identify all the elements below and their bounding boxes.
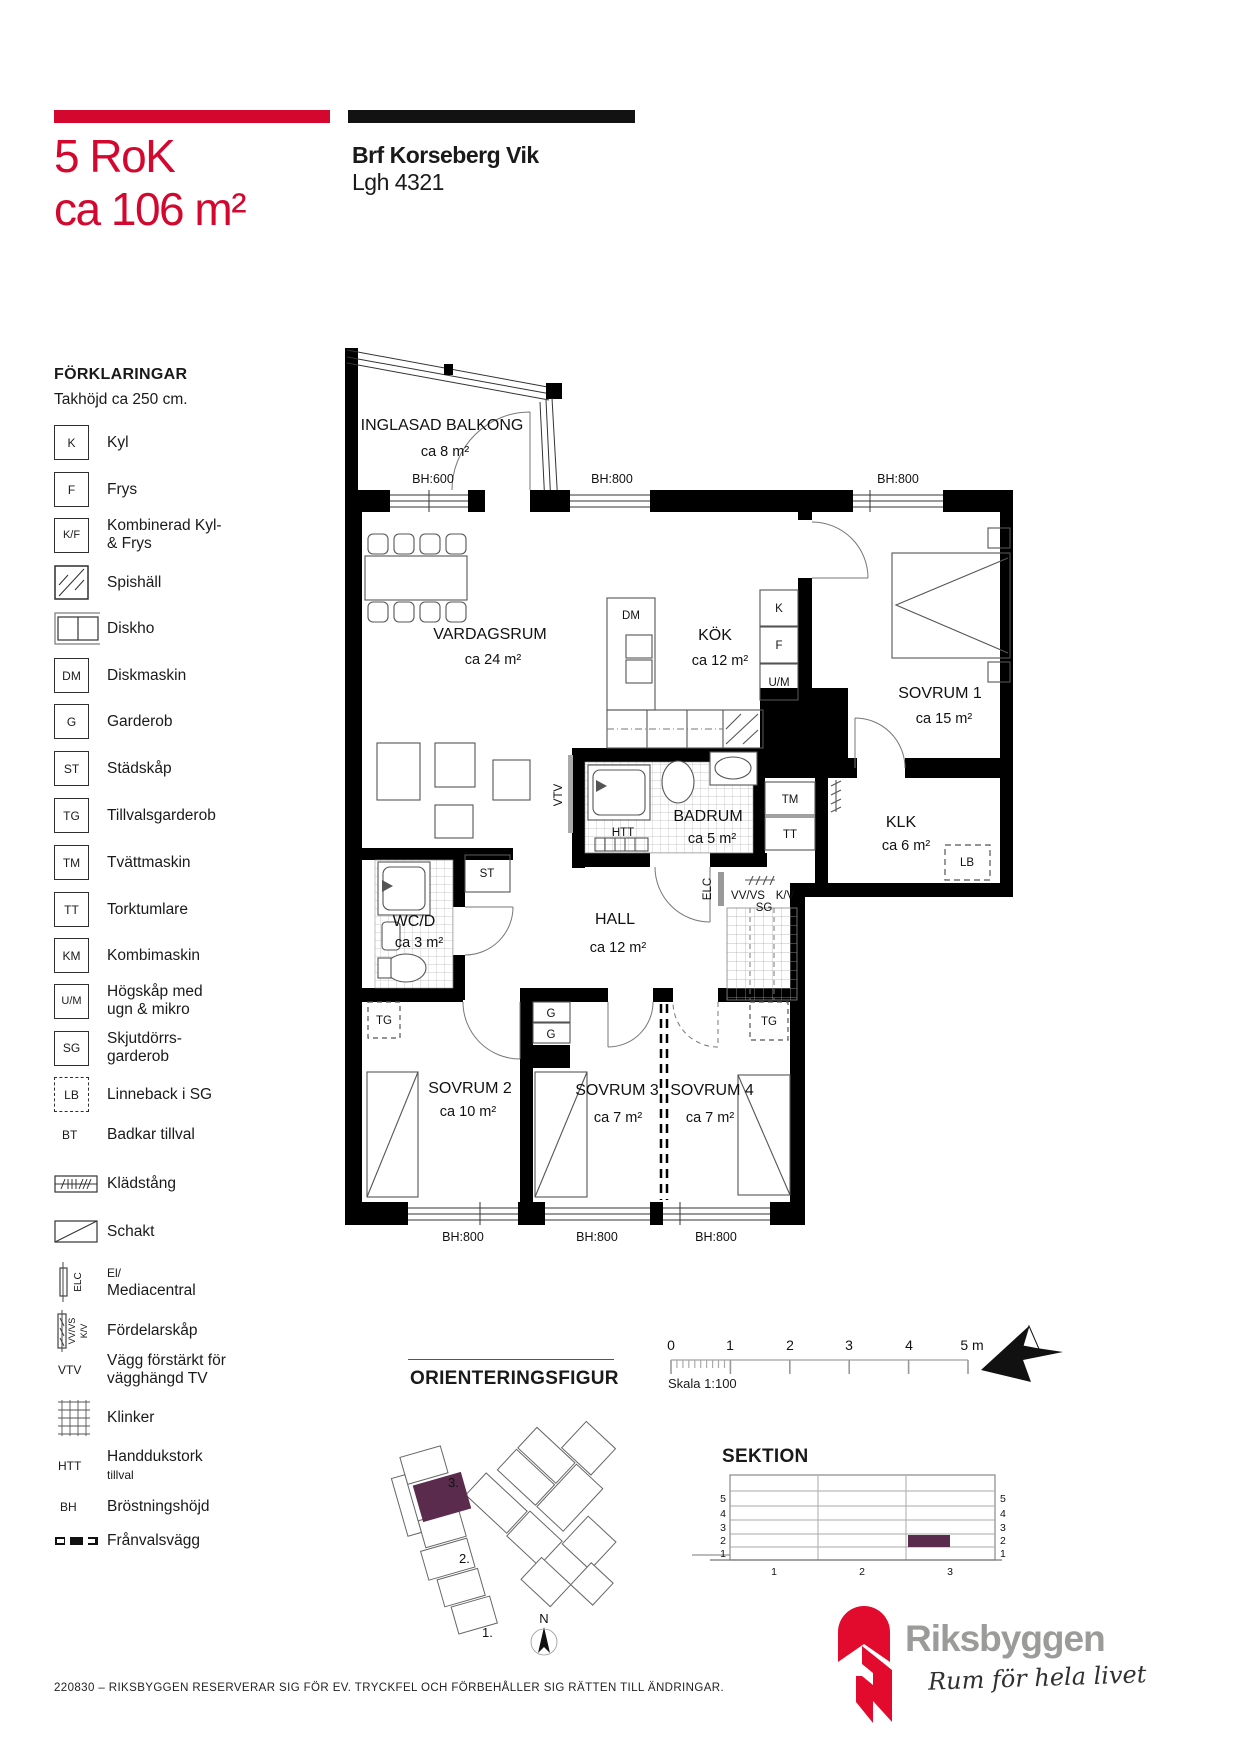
room-area-sovrum1: ca 15 m² xyxy=(915,711,973,727)
legend-item-um: U/M Högskåp med ugn & mikro xyxy=(54,983,203,1019)
legend-item-tt: TT Torktumlare xyxy=(54,892,188,927)
fixture-vtv: VTV xyxy=(553,783,565,807)
legend-item-kf: K/F Kombinerad Kyl- & Frys xyxy=(54,517,222,553)
legend-item-sg: SG Skjutdörrs- garderob xyxy=(54,1030,182,1066)
bh-label-bottom-3: BH:800 xyxy=(695,1230,737,1244)
media-central-icon xyxy=(54,1260,94,1304)
legend-subtitle: Takhöjd ca 250 cm. xyxy=(54,391,188,408)
legend-item-schakt: Schakt xyxy=(54,1219,154,1245)
room-area-wcd: ca 3 m² xyxy=(394,935,444,951)
shaft-icon xyxy=(54,1219,100,1245)
room-label-sovrum2: SOVRUM 2 xyxy=(428,1080,512,1097)
legend-item-franvalsvagg: Frånvalsvägg xyxy=(54,1532,200,1550)
fixture-sg: SG xyxy=(755,902,773,914)
kitchen-counter xyxy=(607,710,763,748)
oven-micro-icon: U/M xyxy=(54,984,89,1019)
washing-machine-icon: TM xyxy=(54,845,89,880)
bh-label-top-3: BH:800 xyxy=(877,472,919,486)
badrum-toilet xyxy=(662,761,694,803)
scale-tick-0: 0 xyxy=(667,1337,675,1353)
bh-label-top-1: BH:600 xyxy=(412,472,454,486)
section-col-3: 3 xyxy=(947,1566,953,1578)
orientation-title: ORIENTERINGSFIGUR xyxy=(410,1368,619,1389)
legend xyxy=(54,420,314,1560)
legend-item-spishall: Spishäll xyxy=(54,565,161,601)
project-block xyxy=(352,142,539,196)
scale-tick-4: 4 xyxy=(905,1337,913,1353)
room-label-klk: KLK xyxy=(885,814,917,831)
sink-icon xyxy=(54,610,100,647)
scale-tick-3: 3 xyxy=(845,1337,853,1353)
distribution-cabinet-icon xyxy=(54,1308,100,1354)
compass-needle-icon xyxy=(538,1627,550,1653)
wardrobe-icon: G xyxy=(54,704,89,739)
sovrum1-bed xyxy=(892,528,1010,682)
fixture-vvvs: VV/VS xyxy=(731,890,765,902)
wcd-toilet xyxy=(386,954,426,982)
room-area-sovrum2: ca 10 m² xyxy=(439,1104,497,1120)
section-row-4-right: 4 xyxy=(1000,1508,1006,1520)
floor-plan xyxy=(340,340,1020,1250)
legend-item-st: ST Städskåp xyxy=(54,751,172,786)
section-title: SEKTION xyxy=(722,1446,809,1467)
bh-label-top-2: BH:800 xyxy=(591,472,633,486)
tile-floor-icon xyxy=(54,1398,94,1438)
badrum-shower xyxy=(588,765,650,820)
separator-rule xyxy=(408,1359,614,1360)
room-label-kok: KÖK xyxy=(698,627,732,644)
hob-icon xyxy=(54,565,90,601)
fixture-tg2: TG xyxy=(761,1016,777,1028)
room-label-badrum: BADRUM xyxy=(673,808,743,825)
fixture-um: U/M xyxy=(768,677,790,689)
window-sovrum2 xyxy=(408,1202,518,1225)
legend-item-tm: TM Tvättmaskin xyxy=(54,845,191,880)
sovrum4-door-optional xyxy=(673,1002,718,1047)
room-area-sovrum3: ca 7 m² xyxy=(593,1110,643,1126)
window-sovrum3 xyxy=(545,1202,650,1225)
window-bh800-kok xyxy=(570,490,650,512)
fixture-st: ST xyxy=(479,868,495,880)
section-col-2: 2 xyxy=(859,1566,865,1578)
fridge-freezer-icon: K/F xyxy=(54,518,89,553)
building-label-2: 2. xyxy=(459,1551,470,1566)
svg-text:K/V: K/V xyxy=(79,1323,89,1339)
fridge-icon: K xyxy=(54,425,89,460)
section-row-2-right: 2 xyxy=(1000,1535,1006,1547)
klk-clothes-rail xyxy=(831,780,841,812)
room-area-vardagsrum: ca 24 m² xyxy=(464,652,522,668)
rooms-count: 5 RoK xyxy=(54,130,175,182)
scale-tick-1: 1 xyxy=(726,1337,734,1353)
legend-title: FÖRKLARINGAR xyxy=(54,366,188,383)
dryer-icon: TT xyxy=(54,892,89,927)
dining-table xyxy=(365,556,467,600)
legend-item-g: G Garderob xyxy=(54,704,172,739)
badrum-bathtub xyxy=(710,752,757,785)
section-row-3-right: 3 xyxy=(1000,1522,1006,1534)
svg-text:VV/VS: VV/VS xyxy=(67,1317,77,1345)
legend-item-vtv: VTV Vägg förstärkt för vägghängd TV xyxy=(58,1352,226,1387)
section-diagram xyxy=(690,1473,1020,1583)
towel-warmer-abbr: HTT xyxy=(58,1459,82,1473)
disclaimer-footer: 220830 – RIKSBYGGEN RESERVERAR SIG FÖR EV. TRYCKFEL OCH FÖRBEHÅLLER SIG RÄTTEN TILL ÄNDRINGAR. xyxy=(54,1682,725,1694)
legend-item-lb: LB Linneback i SG xyxy=(54,1077,212,1112)
apartment-type-title xyxy=(54,130,245,237)
scale-tick-5: 5 m xyxy=(960,1337,984,1353)
cleaning-cabinet-icon: ST xyxy=(54,751,89,786)
room-label-sovrum1: SOVRUM 1 xyxy=(898,685,982,702)
room-area-hall: ca 12 m² xyxy=(589,940,647,956)
legend-item-kladstang: Klädstång xyxy=(54,1173,176,1195)
tv-wall-abbr: VTV xyxy=(58,1363,82,1377)
legend-item-vvvs: VV/VS K/V Fördelarskåp xyxy=(54,1308,197,1354)
room-label-hall: HALL xyxy=(594,911,636,928)
room-label-vardagsrum: VARDAGSRUM xyxy=(433,626,547,643)
fixture-kv: K/V xyxy=(775,890,795,902)
red-accent-bar xyxy=(54,110,330,123)
scale-bar xyxy=(650,1330,990,1382)
room-label-wcd: WC/D xyxy=(392,913,436,930)
room-area-balkong: ca 8 m² xyxy=(420,444,470,460)
section-row-2-left: 2 xyxy=(720,1535,726,1547)
fixture-tt: TT xyxy=(782,829,798,841)
room-area-kok: ca 12 m² xyxy=(691,653,749,669)
section-row-5-left: 5 xyxy=(720,1493,726,1505)
fixture-g2: G xyxy=(546,1029,556,1041)
legend-item-bh: BH Bröstningshöjd xyxy=(60,1498,210,1515)
legend-item-tg: TG Tillvalsgarderob xyxy=(54,798,216,833)
hob-icon xyxy=(726,714,758,744)
dishwasher-icon: DM xyxy=(54,658,89,693)
linen-shelf-icon: LB xyxy=(54,1077,89,1112)
building-label-1: 1. xyxy=(482,1625,493,1640)
section-col-1: 1 xyxy=(771,1566,777,1578)
fixture-lb: LB xyxy=(959,857,975,869)
fixture-tm: TM xyxy=(781,794,799,806)
legend-item-km: KM Kombimaskin xyxy=(54,938,200,973)
optional-wall-icon xyxy=(54,1534,100,1548)
balcony-door-opening xyxy=(485,490,530,512)
sofa-group xyxy=(377,743,530,838)
legend-item-frys: F Frys xyxy=(54,472,137,507)
legend-item-dm: DM Diskmaskin xyxy=(54,658,186,693)
window-bh600 xyxy=(390,490,468,512)
window-sovrum4 xyxy=(663,1202,770,1225)
north-arrow-icon xyxy=(975,1318,1070,1390)
sill-height-abbr: BH xyxy=(60,1500,77,1514)
scale-label: Skala 1:100 xyxy=(668,1376,737,1391)
optional-wall-sovrum3-4 xyxy=(661,1004,667,1200)
logo-tagline: Rum för hela livet xyxy=(927,1660,1147,1696)
section-row-3-left: 3 xyxy=(720,1522,726,1534)
clothes-rail-icon xyxy=(54,1173,100,1195)
legend-item-bt: BT Badkar tillval xyxy=(62,1126,195,1143)
bh-label-bottom-1: BH:800 xyxy=(442,1230,484,1244)
sovrum3-door xyxy=(608,1002,653,1047)
sovrum2-door xyxy=(463,1002,520,1059)
section-highlight-floor xyxy=(908,1535,950,1547)
fixture-htt: HTT xyxy=(611,827,635,839)
scale-tick-2: 2 xyxy=(786,1337,794,1353)
room-label-balkong: INGLASAD BALKONG xyxy=(360,417,524,434)
legend-item-elc: ELC El/ Mediacentral xyxy=(54,1260,196,1304)
section-row-5-right: 5 xyxy=(1000,1493,1006,1505)
room-label-sovrum3: SOVRUM 3 xyxy=(575,1082,659,1099)
fixture-dm: DM xyxy=(622,610,640,622)
section-row-4-left: 4 xyxy=(720,1508,726,1520)
orientation-figure xyxy=(360,1395,670,1675)
optional-wardrobe-icon: TG xyxy=(54,798,89,833)
bh-label-bottom-2: BH:800 xyxy=(576,1230,618,1244)
fixture-elc: ELC xyxy=(702,877,714,901)
apartment-number: Lgh 4321 xyxy=(352,169,444,195)
section-row-1-left: 1 xyxy=(720,1548,726,1560)
fixture-k: K xyxy=(775,603,783,615)
north-label: N xyxy=(539,1611,549,1626)
room-label-sovrum4: SOVRUM 4 xyxy=(670,1082,754,1099)
elc-cabinet xyxy=(718,872,724,906)
window-bh800-sovrum1 xyxy=(853,490,943,512)
combi-machine-icon: KM xyxy=(54,938,89,973)
legend-item-diskho: Diskho xyxy=(54,610,154,647)
klk-door xyxy=(855,718,905,768)
apartment-area: ca 106 m² xyxy=(54,183,246,236)
building-label-3: 3. xyxy=(448,1475,459,1490)
fixture-tg1: TG xyxy=(376,1015,392,1027)
sliding-wardrobe-icon: SG xyxy=(54,1031,89,1066)
room-area-badrum: ca 5 m² xyxy=(687,831,737,847)
sovrum1-door xyxy=(812,522,868,578)
legend-item-klinker: Klinker xyxy=(54,1398,154,1438)
room-area-klk: ca 6 m² xyxy=(881,838,931,854)
bathtub-option-abbr: BT xyxy=(62,1128,78,1142)
room-area-sovrum4: ca 7 m² xyxy=(685,1110,735,1126)
svg-text:ELC: ELC xyxy=(73,1272,84,1292)
legend-item-htt: HTT Handdukstork tillval xyxy=(58,1448,203,1482)
section-row-1-right: 1 xyxy=(1000,1548,1006,1560)
logo-wordmark: Riksbyggen xyxy=(905,1618,1105,1659)
fixture-g1: G xyxy=(546,1008,556,1020)
riksbyggen-logo-icon xyxy=(832,1598,902,1726)
fixture-f: F xyxy=(775,640,783,652)
wcd-door xyxy=(465,907,513,955)
project-name: Brf Korseberg Vik xyxy=(352,142,539,168)
freezer-icon: F xyxy=(54,472,89,507)
clothes-rail-marks xyxy=(745,876,775,885)
black-accent-bar xyxy=(348,110,635,123)
vtv-wall-marker xyxy=(568,755,573,833)
legend-item-kyl: K Kyl xyxy=(54,425,129,460)
